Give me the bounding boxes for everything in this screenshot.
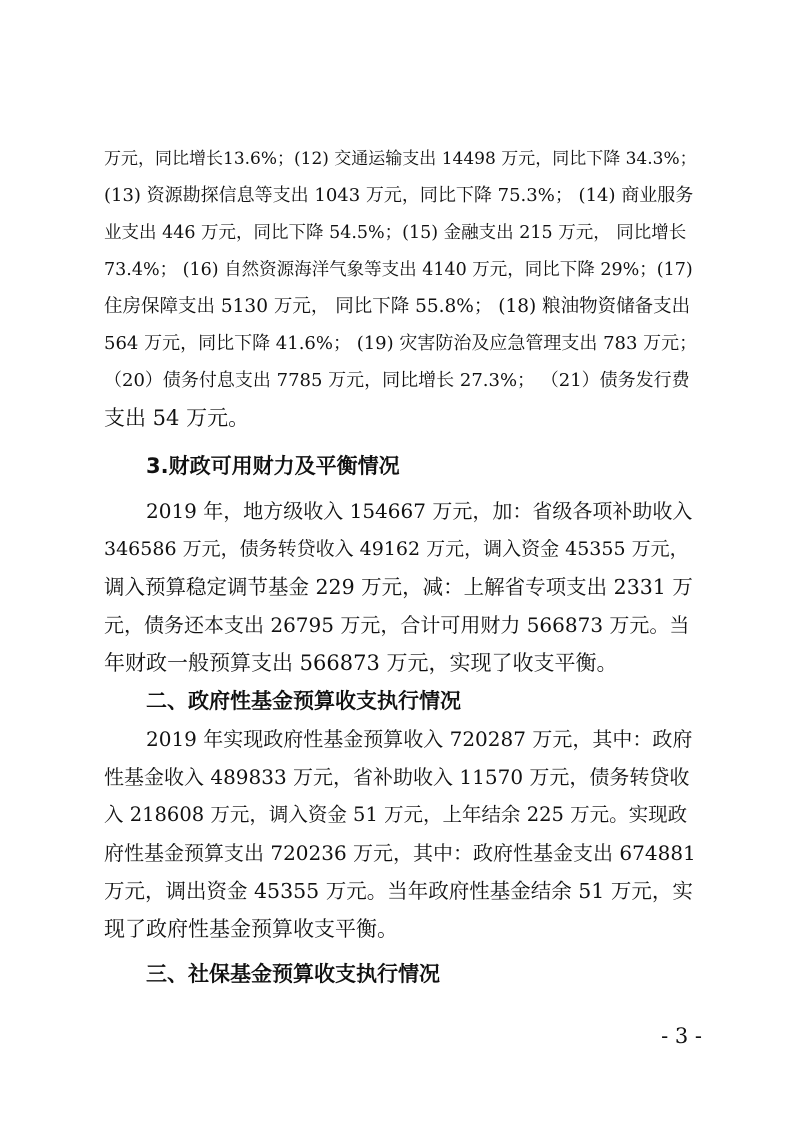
text-line: 业支出 446 万元，同比下降 54.5%；(15) 金融支出 215 万元， 同比增长 (104, 223, 687, 243)
section-heading: 3.财政可用财力及平衡情况 (146, 454, 400, 478)
text-line: 入 218608 万元，调入资金 51 万元，上年结余 225 万元。实现政 (104, 803, 688, 826)
text-line: 现了政府性基金预算收支平衡。 (104, 917, 398, 941)
text-line: 年财政一般预算支出 566873 万元，实现了收支平衡。 (104, 651, 618, 675)
text-line: （20）债务付息支出 7785 万元，同比增长 27.3%； （21）债务发行费 (104, 370, 690, 391)
text-line: 346586 万元，债务转贷收入 49162 万元，调入资金 45355 万元， (104, 538, 689, 560)
text-line: 调入预算稳定调节基金 229 万元，减：上解省专项支出 2331 万 (104, 575, 693, 599)
page-number: - 3 - (661, 1024, 702, 1048)
section-heading: 三、社保基金预算收支执行情况 (146, 962, 440, 986)
text-line: (13) 资源勘探信息等支出 1043 万元，同比下降 75.3%； (14) 商业服务 (104, 185, 694, 206)
text-line: 支出 54 万元。 (104, 406, 250, 430)
text-line: 府性基金预算支出 720236 万元，其中：政府性基金支出 674881 (104, 841, 696, 865)
text-line: 万元，同比增长13.6%；(12) 交通运输支出 14498 万元，同比下降 34.3%； (104, 149, 697, 169)
text-line: 万元，调出资金 45355 万元。当年政府性基金结余 51 万元，实 (104, 879, 693, 903)
text-line: 住房保障支出 5130 万元， 同比下降 55.8%； (18) 粮油物资储备支出 (104, 296, 691, 317)
text-line: 性基金收入 489833 万元，省补助收入 11570 万元，债务转贷收 (104, 765, 690, 789)
section-heading: 二、政府性基金预算收支执行情况 (146, 689, 461, 713)
text-line: 2019 年实现政府性基金预算收入 720287 万元，其中：政府 (146, 727, 693, 751)
text-line: 564 万元，同比下降 41.6%； (19) 灾害防治及应急管理支出 783 万元； (104, 333, 698, 354)
text-line: 2019 年，地方级收入 154667 万元，加：省级各项补助收入 (146, 499, 693, 523)
text-line: 元，债务还本支出 26795 万元，合计可用财力 566873 万元。当 (104, 613, 690, 637)
text-line: 73.4%； (16) 自然资源海洋气象等支出 4140 万元，同比下降 29%；(17) (104, 260, 693, 280)
